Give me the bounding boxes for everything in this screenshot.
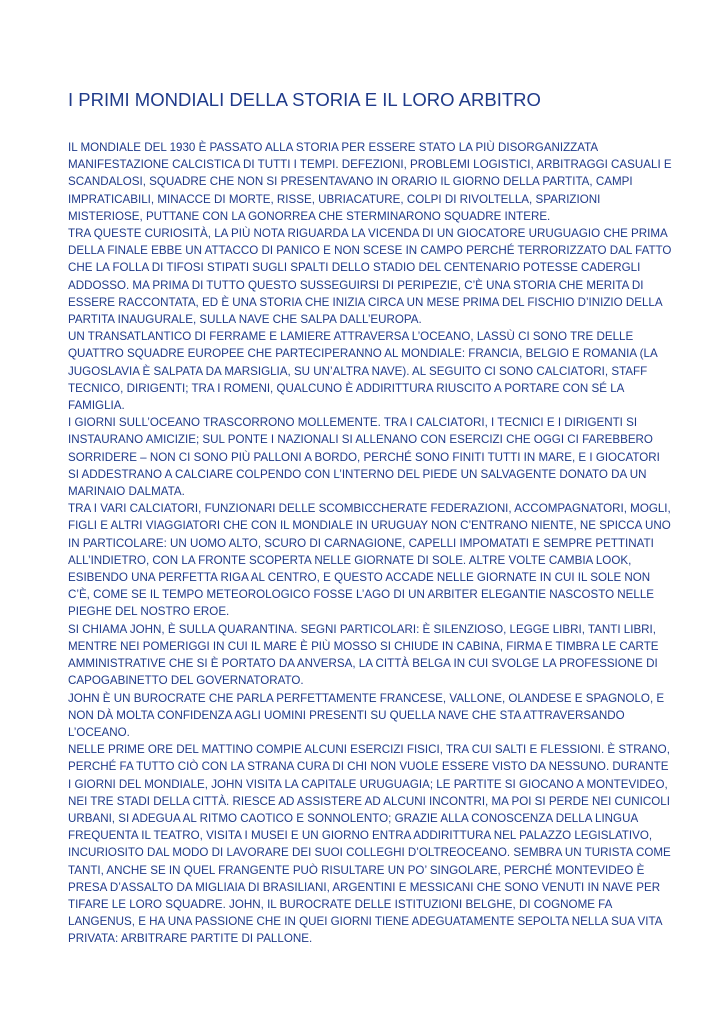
paragraph-5: TRA I VARI CALCIATORI, FUNZIONARI DELLE SCOMBICCHERATE FEDERAZIONI, ACCOMPAGNATORI, MOGLI, FIGLI E ALTRI VIAGGIATORI CHE CON IL MONDIALE IN URUGUAY NON C’ENTRANO NIENTE, NE SPICCA UNO IN PARTICOLARE: UN UOMO ALTO, SCURO DI CARNAGIONE, CAPELLI IMPOMATATI E SEMPRE PETTINATI ALL’INDIETRO, CON LA FRONTE SCOPERTA NELLE GIORNATE DI SOLE. ALTRE VOLTE CAMBIA LOOK, ESIBENDO UNA PERFETTA RIGA AL CENTRO, E QUESTO ACCADE NELLE GIORNATE IN CUI IL SOLE NON C’È, COME SE IL TEMPO METEOROLOGICO FOSSE L’AGO DI UN ARBITER ELEGANTIE NASCOSTO NELLE PIEGHE DEL NOSTRO EROE. <box>68 502 671 619</box>
paragraph-4: I GIORNI SULL’OCEANO TRASCORRONO MOLLEMENTE. TRA I CALCIATORI, I TECNICI E I DIRIGENTI SI INSTAURANO AMICIZIE; SUL PONTE I NAZIONALI SI ALLENANO CON ESERCIZI CHE OGGI CI FAREBBERO SORRIDERE – NON CI SONO PIÙ PALLONI A BORDO, PERCHÉ SONO FINITI TUTTI IN MARE, E I GIOCATORI SI ADDESTRANO A CALCIARE COLPENDO CON L’INTERNO DEL PIEDE UN SALVAGENTE DONATO DA UN MARINAIO DALMATA. <box>68 416 660 499</box>
paragraph-8: NELLE PRIME ORE DEL MATTINO COMPIE ALCUNI ESERCIZI FISICI, TRA CUI SALTI E FLESSIONI. È STRANO, PERCHÉ FA TUTTO CIÒ CON LA STRANA CURA DI CHI NON VUOLE ESSERE VISTO DA NESSUNO. DURANTE I GIORNI DEL MONDIALE, JOHN VISITA LA CAPITALE URUGUAGIA; LE PARTITE SI GIOCANO A MONTEVIDEO, NEI TRE STADI DELLA CITTÀ. RIESCE AD ASSISTERE AD ALCUNI INCONTRI, MA POI SI PERDE NEI CUNICOLI URBANI, SI ADEGUA AL RITMO CAOTICO E SONNOLENTO; GRAZIE ALLA CONOSCENZA DELLA LINGUA FREQUENTA IL TEATRO, VISITA I MUSEI E UN GIORNO ENTRA ADDIRITTURA NEL PALAZZO LEGISLATIVO, INCURIOSITO DAL MODO DI LAVORARE DEI SUOI COLLEGHI D’OLTREOCEANO. SEMBRA UN TURISTA COME TANTI, ANCHE SE IN QUEL FRANGENTE PUÒ RISULTARE UN PO’ SINGOLARE, PERCHÉ MONTEVIDEO È PRESA D’ASSALTO DA MIGLIAIA DI BRASILIANI, ARGENTINI E MESSICANI CHE SONO VENUTI IN NAVE PER TIFARE LE LORO SQUADRE. JOHN, IL BUROCRATE DELLE ISTITUZIONI BELGHE, DI COGNOME FA LANGENUS, E HA UNA PASSIONE CHE IN QUEI GIORNI TIENE ADEGUATAMENTE SEPOLTA NELLA SUA VITA PRIVATA: ARBITRARE PARTITE DI PALLONE. <box>68 743 671 946</box>
paragraph-3: UN TRANSATLANTICO DI FERRAME E LAMIERE ATTRAVERSA L’OCEANO, LASSÙ CI SONO TRE DELLE QUATTRO SQUADRE EUROPEE CHE PARTECIPERANNO AL MONDIALE: FRANCIA, BELGIO E ROMANIA (LA JUGOSLAVIA È SALPATA DA MARSIGLIA, SU UN’ALTRA NAVE). AL SEGUITO CI SONO CALCIATORI, STAFF TECNICO, DIRIGENTI; TRA I ROMENI, QUALCUNO È ADDIRITTURA RIUSCITO A PORTARE CON SÉ LA FAMIGLIA. <box>68 330 658 413</box>
paragraph-2: TRA QUESTE CURIOSITÀ, LA PIÙ NOTA RIGUARDA LA VICENDA DI UN GIOCATORE URUGUAGIO CHE PRIMA DELLA FINALE EBBE UN ATTACCO DI PANICO E NON SCESE IN CAMPO PERCHÉ TERRORIZZATO DAL FATTO CHE LA FOLLA DI TIFOSI STIPATI SUGLI SPALTI DELLO STADIO DEL CENTENARIO POTESSE CADERGLI ADDOSSO. MA PRIMA DI TUTTO QUESTO SUSSEGUIRSI DI PERIPEZIE, C’È UNA STORIA CHE MERITA DI ESSERE RACCONTATA, ED È UNA STORIA CHE INIZIA CIRCA UN MESE PRIMA DEL FISCHIO D’INIZIO DELLA PARTITA INAUGURALE, SULLA NAVE CHE SALPA DALL’EUROPA. <box>68 227 672 327</box>
document-body <box>68 139 672 948</box>
paragraph-1: IL MONDIALE DEL 1930 È PASSATO ALLA STORIA PER ESSERE STATO LA PIÙ DISORGANIZZATA MANIFESTAZIONE CALCISTICA DI TUTTI I TEMPI. DEFEZIONI, PROBLEMI LOGISTICI, ARBITRAGGI CASUALI E SCANDALOSI, SQUADRE CHE NON SI PRESENTAVANO IN ORARIO IL GIORNO DELLA PARTITA, CAMPI IMPRATICABILI, MINACCE DI MORTE, RISSE, UBRIACATURE, COLPI DI RIVOLTELLA, SPARIZIONI MISTERIOSE, PUTTANE CON LA GONORREA CHE STERMINARONO SQUADRE INTERE. <box>68 141 672 223</box>
paragraph-7: JOHN È UN BUROCRATE CHE PARLA PERFETTAMENTE FRANCESE, VALLONE, OLANDESE E SPAGNOLO, E NON DÀ MOLTA CONFIDENZA AGLI UOMINI PRESENTI SU QUELLA NAVE CHE STA ATTRAVERSANDO L’OCEANO. <box>68 691 665 739</box>
paragraph-6: SI CHIAMA JOHN, È SULLA QUARANTINA. SEGNI PARTICOLARI: È SILENZIOSO, LEGGE LIBRI, TANTI LIBRI, MENTRE NEI POMERIGGI IN CUI IL MARE È PIÙ MOSSO SI CHIUDE IN CABINA, FIRMA E TIMBRA LE CARTE AMMINISTRATIVE CHE SI È PORTATO DA ANVERSA, LA CITTÀ BELGA IN CUI SVOLGE LA PROFESSIONE DI CAPOGABINETTO DEL GOVERNATORATO. <box>68 622 659 688</box>
document-title: I PRIMI MONDIALI DELLA STORIA E IL LORO ARBITRO <box>68 89 541 110</box>
document-page <box>68 0 672 1024</box>
